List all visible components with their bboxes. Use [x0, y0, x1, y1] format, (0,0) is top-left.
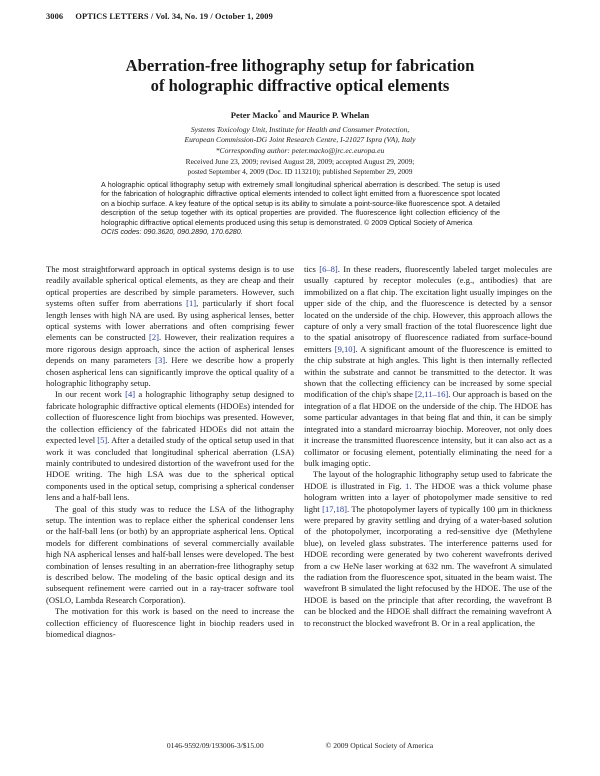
corresponding-author-email[interactable]: *Corresponding author: peter.macko@jrc.ec.europa.eu	[215, 145, 385, 155]
text-run: a holographic lithography setup designed to fabricate holographic diffractive optical elements (HDOEs) intended for collection of fluorescence light from biochips was presented. However, the collection efficiency of the fabricated HDOEs did not attain the expected level	[46, 389, 295, 446]
text-run: . Here we describe how a properly chosen aspherical lens can significantly improve the optical quality of a holographic lithography setup.	[46, 355, 294, 389]
reference-link[interactable]: [2]	[149, 332, 160, 343]
title-line-2: of holographic diffractive optical elements	[150, 76, 450, 95]
page-number: 3006	[46, 12, 64, 21]
text-run: . Our approach is based on the integration of a flat HDOE on the underside of the chip. The HDOE has some particular advantages in that being flat and thin, it can be simply integrated into a standard microarray biochip. Moreover, not only does it increase the transmitted fluorescence intensity, but it can also act as a collimator or focusing element, potentially eliminating the need for a bulk imaging optic.	[304, 389, 552, 468]
affiliation-line-1: Systems Toxicology Unit, Institute for Health and Consumer Protection,	[190, 125, 410, 134]
author-list	[40, 110, 560, 120]
text-run: . However, their realization requires a more rigorous design approach, since the action of aspherical lenses depends on many parameters	[46, 332, 294, 366]
reference-link[interactable]: [2,11–16]	[415, 389, 449, 400]
paragraph	[304, 469, 552, 629]
ocis-codes: OCIS codes: 090.3620, 090.2890, 170.6280.	[101, 228, 243, 237]
text-run: . A significant amount of the fluorescence is emitted to the chip substrate at high angles. This light is then internally reflected within the substrate and cannot be transmitted to the detector. It was shown that the collecting efficiency can be increased by some special modification of the chip's shape	[304, 343, 552, 400]
corresponding-author-marker: *	[277, 110, 281, 117]
body-column-left	[46, 264, 294, 640]
abstract-text: A holographic optical lithography setup with extremely small longitudinal spherical aberration is described. The setup is used for the fabrication of holographic diffractive optical elements intended to collect light emitted from a fluorescence spot located on a biochip surface. A key feature of the optical setup is its ability to simulate a point-source-like fluorescence spot. A detailed description of the setup together with its optical properties are provided. The fluorescence light collection efficiency of the holographic diffractive optical elements produced using this setup is demonstrated. © 2009 Optical Society of America	[101, 181, 500, 227]
text-run: The layout of the holographic lithography setup used to fabricate the HDOE is illustrated in Fig.	[304, 469, 552, 491]
article-title	[40, 56, 560, 96]
affiliation-line-2: European Commission-DG Joint Research Centre, I-21027 Ispra (VA), Italy	[184, 135, 416, 145]
paragraph	[46, 389, 294, 503]
author-primary: Peter Macko	[230, 110, 278, 120]
reference-link[interactable]: [17,18]	[322, 503, 348, 514]
abstract	[101, 181, 500, 238]
reference-link[interactable]: [6–8]	[319, 264, 338, 274]
text-run: , particularly if short focal length lenses with high NA are used. By using aspherical lenses, better optical systems with lower aberrations and often comprising fewer elements can be constructed	[46, 298, 294, 343]
text-run: tics	[304, 264, 320, 274]
article-code: 0146-9592/09/193006-3/$15.00	[166, 741, 264, 750]
text-run: . The photopolymer layers of typically 100 μm in thickness were prepared by gravity settling and drying of a water-based solution of the photopolymer, incorporating a red-sensitive dye (Methylene blue), on leveled glass substrates. The interference patterns used for HDOE recording were generated by two coherent wavefronts derived from a cw HeNe laser working at 632 nm. The wavefront A simulated the radiation from the fluorescence spot, situated in the beam waist. The wavefront B simulated the light refocused by the HDOE. The use of the HDOE is based on the principle that after recording, the wavefront B can be blocked and the HDOE shall diffract the remaining wavefront A to reconstruct the blocked wavefront B. Or in a real application, the	[304, 503, 552, 628]
reference-link[interactable]: [1]	[186, 298, 197, 309]
reference-link[interactable]: [5]	[97, 435, 108, 446]
paragraph: The goal of this study was to reduce the LSA of the lithography setup. The intention was to replace either the spherical condenser lens or the half-ball lens (or both) by an appropriate aspherical lens. Optical models for different combinations of several commercially available high NA aspherical lenses and half-ball lenses were developed. The best combination of lenses resulting in an aberration-free lithography setup is described below. The modeling of the basic optical design and its subsequent refinement were carried out in a ray-tracer software tool (OSLO, Lambda Research Corporation).	[46, 503, 294, 605]
copyright-notice: © 2009 Optical Society of America	[325, 741, 434, 750]
text-run: In our recent work	[55, 389, 126, 400]
text-run: . The HDOE was a thick volume phase hologram written into a layer of photopolymer made sensitive to red light	[304, 480, 552, 514]
reference-link[interactable]: [4]	[125, 389, 136, 400]
affiliation	[40, 125, 560, 156]
paragraph	[304, 264, 552, 469]
text-run: . In these readers, fluorescently labeled target molecules are usually captured by receptor molecules (e.g., antibodies) that are immobilized on a flat chip. The excitation light usually impinges on the upper side of the chip, and the fluorescence is detected by a sensor located on the underside of the chip. However, this approach allows the capture of only a very small fraction of the total fluorescence light due to the spatial anisotropy of fluorescence radiated from surface-bound emitters	[304, 264, 552, 354]
page-footer	[0, 741, 600, 750]
reference-link[interactable]: [3]	[155, 355, 166, 366]
reference-link[interactable]: [9,10]	[334, 343, 356, 354]
figure-link[interactable]: 1	[405, 480, 410, 491]
text-run: The most straightforward approach in optical systems design is to use readily available spherical optical elements, as they are cheap and their optical properties are described by simple parameters. However, such systems often suffer from aberrations	[46, 264, 294, 309]
journal-citation: OPTICS LETTERS / Vol. 34, No. 19 / October 1, 2009	[75, 12, 273, 21]
paragraph	[46, 264, 294, 389]
paragraph: The motivation for this work is based on the need to increase the collection efficiency of fluorescence light in biochip readers used in biomedical diagnos-	[46, 606, 294, 639]
dates-line-2: posted September 4, 2009 (Doc. ID 113210); published September 29, 2009	[187, 167, 413, 177]
title-line-1: Aberration-free lithography setup for fabrication	[125, 56, 475, 75]
dates-line-1: Received June 23, 2009; revised August 28, 2009; accepted August 29, 2009;	[185, 157, 415, 166]
publication-dates	[40, 157, 560, 178]
author-secondary: and Maurice P. Whelan	[280, 110, 370, 120]
text-run: . After a detailed study of the optical setup used in that work it was concluded that longitudinal spherical aberration (LSA) mainly contributed to undesired distortion of the wavefront used for the HDOE writing. The high LSA was due to the spherical optical components used in the optical setup, comprising a spherical condenser lens and a half-ball lens.	[46, 435, 294, 503]
running-head	[46, 12, 560, 21]
body-column-right	[304, 264, 552, 629]
